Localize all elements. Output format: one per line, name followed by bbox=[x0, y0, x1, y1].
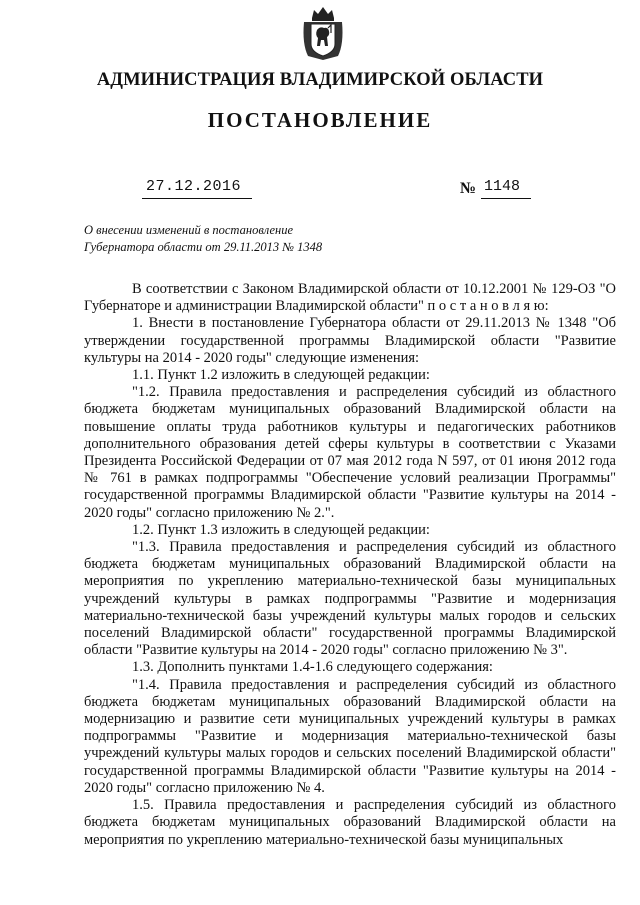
document-number: 1148 bbox=[484, 178, 521, 195]
paragraph-item-1-1: 1.1. Пункт 1.2 изложить в следующей редакции: bbox=[132, 367, 430, 384]
document-date: 27.12.2016 bbox=[146, 178, 242, 195]
number-sign: № bbox=[460, 180, 477, 197]
paragraph-item-1-3: 1.3. Дополнить пунктами 1.4-1.6 следующего содержания: bbox=[132, 659, 493, 676]
document-body bbox=[84, 281, 616, 849]
paragraph-rule-1-2: "1.2. Правила предоставления и распределения субсидий из областного бюджета бюджетам муниципальных образований Владимирской области на повышение оплаты труда работников культуры и педагогических работников дополнительного образования детей сферы культуры в соответствии с Указами Президента Российской Федерации от 07 мая 2012 года N 597, от 01 июня 2012 года № 761 в рамках подпрограммы "Обеспечение условий реализации Программы" государственной программы Владимирской области "Развитие культуры на 2014 - 2020 годы" согласно приложению № 2.". bbox=[84, 384, 616, 521]
paragraph-rule-1-4: "1.4. Правила предоставления и распределения субсидий из областного бюджета бюджетам муниципальных образований Владимирской области на модернизацию и развитие сети муниципальных учреждений культуры в рамках подпрограммы "Развитие и модернизация материально-технической базы учреждений культуры малых городов и сельских поселений Владимирской области" государственной программы Владимирской области "Развитие культуры на 2014 - 2020 годы" согласно приложению № 4. bbox=[84, 676, 616, 796]
paragraph-preamble: В соответствии с Законом Владимирской области от 10.12.2001 № 129-ОЗ "О Губернаторе и администрации Владимирской области" п о с т а н о в л я ю: bbox=[84, 281, 616, 315]
organization-title: АДМИНИСТРАЦИЯ ВЛАДИМИРСКОЙ ОБЛАСТИ bbox=[96, 70, 544, 90]
paragraph-item-1-2: 1.2. Пункт 1.3 изложить в следующей редакции: bbox=[132, 521, 430, 538]
coat-of-arms-icon bbox=[300, 4, 346, 62]
subject-line-1: О внесении изменений в постановление bbox=[84, 223, 294, 237]
date-underline bbox=[142, 198, 252, 199]
paragraph-item-1: 1. Внести в постановление Губернатора области от 29.11.2013 № 1348 "Об утверждении государственной программы Владимирской области "Развитие культуры на 2014 - 2020 годы" следующие изменения: bbox=[84, 315, 616, 366]
paragraph-rule-1-5: 1.5. Правила предоставления и распределения субсидий из областного бюджета бюджетам муниципальных образований Владимирской области на мероприятия по укреплению материально-технической базы муниципальных bbox=[84, 797, 616, 848]
subject-line-2: Губернатора области от 29.11.2013 № 1348 bbox=[84, 239, 323, 254]
document-subject bbox=[84, 222, 334, 255]
number-underline bbox=[481, 198, 531, 199]
paragraph-rule-1-3: "1.3. Правила предоставления и распределения субсидий из областного бюджета бюджетам муниципальных образований Владимирской области на мероприятия по укреплению материально-технической базы муниципальных учреждений культуры в рамках подпрограммы "Развитие и модернизация материально-технической базы учреждений культуры малых городов и сельских поселений Владимирской области" государственной программы Владимирской области "Развитие культуры на 2014 - 2020 годы" согласно приложению № 3". bbox=[84, 539, 616, 659]
document-type-title: ПОСТАНОВЛЕНИЕ bbox=[207, 108, 433, 132]
